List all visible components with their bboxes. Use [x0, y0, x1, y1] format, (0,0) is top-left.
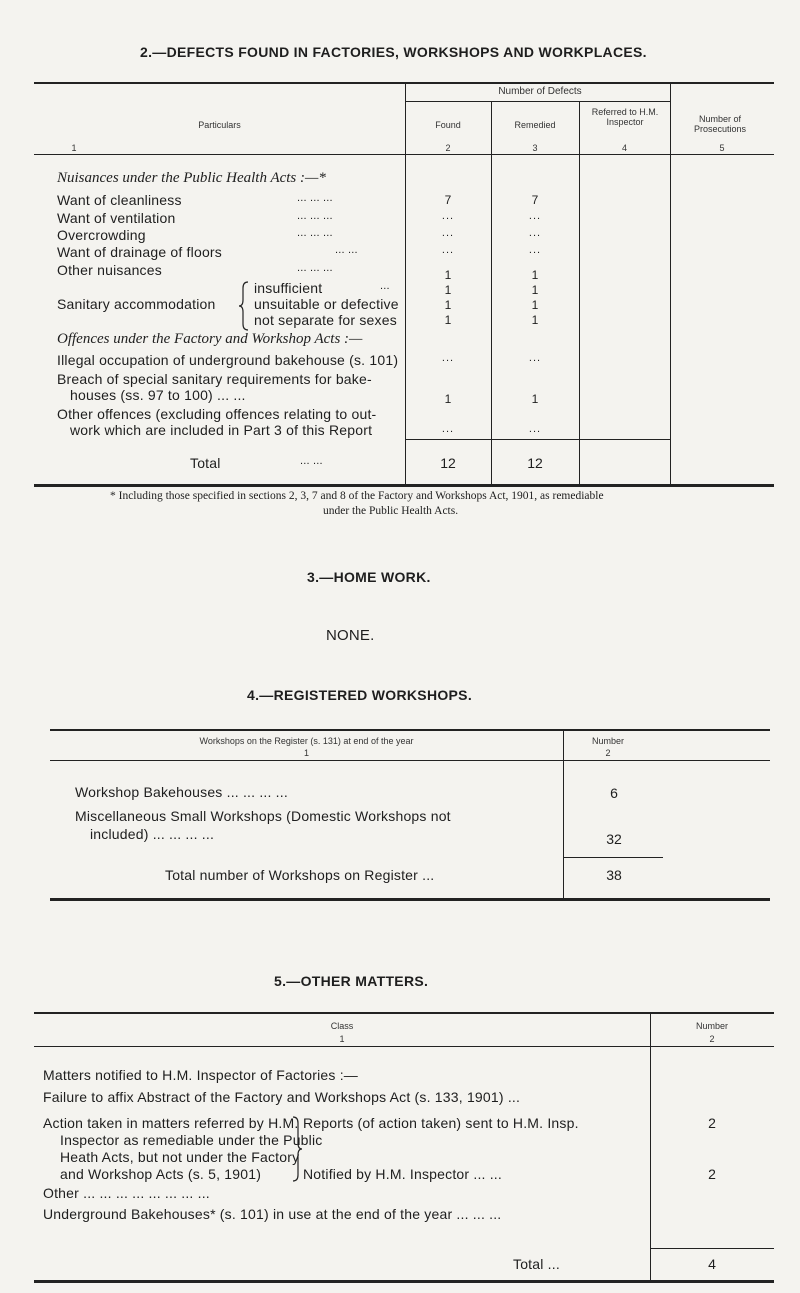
section-2-title: 2.—DEFECTS FOUND IN FACTORIES, WORKSHOPS AND WORKPLACES. — [140, 44, 647, 60]
workshop-row-label: included) ... ... ... ... — [90, 826, 215, 842]
nuisances-heading: Nuisances under the Public Health Acts :—* — [57, 170, 326, 186]
other-row: Other ... ... ... ... ... ... ... ... — [43, 1185, 210, 1201]
footnote-line: under the Public Health Acts. — [323, 505, 459, 517]
offence-line: Other offences (excluding offences relating to out- — [57, 406, 377, 422]
remedied-value: ... — [528, 244, 542, 256]
class-col-no: 1 — [339, 1034, 345, 1044]
action-line: and Workshop Acts (s. 5, 1901) — [60, 1166, 262, 1182]
class-header: Class — [330, 1021, 354, 1031]
found-col-no: 2 — [445, 143, 451, 153]
number-col-no: 2 — [605, 748, 611, 758]
row-label: Want of ventilation — [57, 210, 176, 226]
footnote-line: * Including those specified in sections 2, 3, 7 and 8 of the Factory and Workshops Act, 1901, as remediable — [110, 490, 604, 502]
section-5-title: 5.—OTHER MATTERS. — [274, 973, 429, 989]
remedied-value: 1 — [531, 268, 539, 282]
found-value: ... — [441, 352, 455, 364]
home-work-value: NONE. — [326, 627, 375, 644]
remedied-value: 1 — [531, 313, 539, 327]
prosecutions-col-no: 5 — [719, 143, 725, 153]
reports-label: Reports (of action taken) sent to H.M. Insp. — [303, 1115, 579, 1131]
total-remedied: 12 — [527, 455, 543, 471]
remedied-value: ... — [528, 227, 542, 239]
sanitary-brace — [238, 280, 250, 332]
number-col-no: 2 — [709, 1034, 715, 1044]
sanitary-label: Sanitary accommodation — [57, 296, 216, 312]
particulars-header: Particulars — [198, 120, 241, 130]
sanitary-item-label: unsuitable or defective — [254, 296, 399, 312]
underground-row: Underground Bakehouses* (s. 101) in use at the end of the year ... ... ... — [43, 1206, 502, 1222]
row-dots: ... — [380, 280, 390, 292]
workshop-row-label: Miscellaneous Small Workshops (Domestic Workshops not — [75, 808, 451, 824]
workshop-row-number: 32 — [606, 831, 622, 847]
offence-line: work which are included in Part 3 of this Report — [70, 422, 373, 438]
remedied-value: 1 — [531, 298, 539, 312]
workshops-col-no: 1 — [303, 748, 309, 758]
referred-header: Referred to H.M. Inspector — [591, 107, 659, 127]
found-value: 7 — [444, 193, 452, 207]
matters-total-label: Total ... — [513, 1256, 560, 1272]
sanitary-item-label: insufficient — [254, 280, 323, 296]
action-line: Heath Acts, but not under the Factory — [60, 1149, 300, 1165]
section-4-title: 4.—REGISTERED WORKSHOPS. — [247, 687, 473, 703]
row-label: Overcrowding — [57, 227, 146, 243]
referred-col-no: 4 — [621, 143, 627, 153]
number-header: Number — [591, 736, 624, 746]
notified-number: 2 — [708, 1166, 716, 1182]
found-value: 1 — [444, 298, 452, 312]
workshops-total-label: Total number of Workshops on Register ... — [165, 867, 435, 883]
found-value: ... — [441, 423, 455, 435]
row-dots: ... ... ... — [297, 192, 333, 204]
offence-line: Illegal occupation of underground bakehouse (s. 101) — [57, 352, 399, 368]
action-line: Action taken in matters referred by H.M. — [43, 1115, 299, 1131]
workshops-header: Workshops on the Register (s. 131) at end of the year — [199, 736, 414, 746]
remedied-value: 1 — [531, 283, 539, 297]
found-value: ... — [441, 244, 455, 256]
found-header: Found — [435, 120, 461, 130]
workshop-row-label: Workshop Bakehouses ... ... ... ... — [75, 784, 288, 800]
offence-line: Breach of special sanitary requirements for bake- — [57, 371, 372, 387]
row-dots: ... ... — [335, 244, 358, 256]
failure-row: Failure to affix Abstract of the Factory and Workshops Act (s. 133, 1901) ... — [43, 1089, 521, 1105]
row-dots: ... ... ... — [297, 210, 333, 222]
sanitary-item-label: not separate for sexes — [254, 312, 397, 328]
workshops-total-number: 38 — [606, 867, 622, 883]
remedied-value: ... — [528, 210, 542, 222]
offence-line: houses (ss. 97 to 100) ... ... — [70, 387, 246, 403]
found-value: ... — [441, 227, 455, 239]
remedied-value: 1 — [531, 392, 539, 406]
matters-heading: Matters notified to H.M. Inspector of Factories :— — [43, 1067, 358, 1083]
remedied-value: ... — [528, 352, 542, 364]
action-line: Inspector as remediable under the Public — [60, 1132, 323, 1148]
total-found: 12 — [440, 455, 456, 471]
prosecutions-header: Number of Prosecutions — [693, 114, 747, 134]
row-label: Other nuisances — [57, 262, 162, 278]
found-value: 1 — [444, 392, 452, 406]
found-value: 1 — [444, 283, 452, 297]
found-value: 1 — [444, 313, 452, 327]
particulars-col-no: 1 — [71, 143, 77, 153]
row-dots: ... ... ... — [297, 227, 333, 239]
row-label: Want of cleanliness — [57, 192, 182, 208]
remedied-header: Remedied — [514, 120, 556, 130]
offences-heading: Offences under the Factory and Workshop Acts :— — [57, 331, 363, 347]
number-of-defects-header: Number of Defects — [498, 86, 582, 97]
total-label: Total — [190, 455, 221, 471]
reports-number: 2 — [708, 1115, 716, 1131]
section-3-title: 3.—HOME WORK. — [307, 569, 431, 585]
row-label: Want of drainage of floors — [57, 244, 222, 260]
row-dots: ... ... ... — [297, 262, 333, 274]
remedied-col-no: 3 — [532, 143, 538, 153]
number-header: Number — [695, 1021, 728, 1031]
remedied-value: 7 — [531, 193, 539, 207]
action-brace — [291, 1115, 303, 1183]
matters-total-number: 4 — [708, 1256, 716, 1272]
workshop-row-number: 6 — [610, 785, 618, 801]
total-dots: ... ... — [300, 455, 323, 467]
found-value: ... — [441, 210, 455, 222]
found-value: 1 — [444, 268, 452, 282]
notified-label: Notified by H.M. Inspector ... ... — [303, 1166, 502, 1182]
remedied-value: ... — [528, 423, 542, 435]
